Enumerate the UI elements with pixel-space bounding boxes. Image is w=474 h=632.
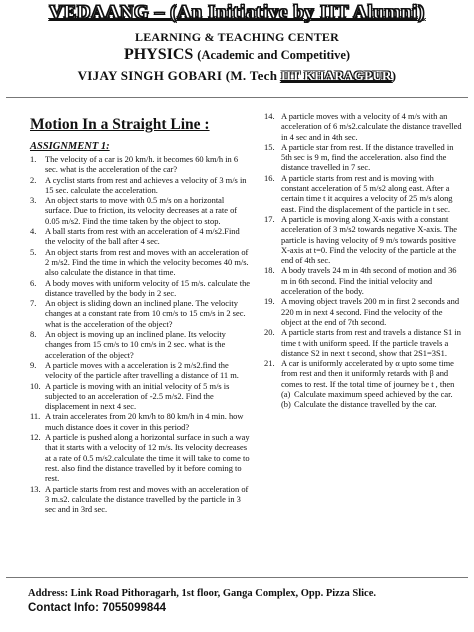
question-item <box>30 226 252 247</box>
question-number: 4. <box>30 226 37 237</box>
assignment-label: ASSIGNMENT 1: <box>30 141 110 152</box>
right-column <box>264 111 462 410</box>
question-text: An object starts to move with 0.5 m/s on a horizontal surface. Due to friction, its velocity decreases at a rate of 0.05 m/s2. Find the time taken by the object to stop. <box>45 195 238 226</box>
subpart-label: (b) <box>281 399 291 410</box>
author-name: VIJAY SINGH GOBARI (M. Tech <box>77 68 281 83</box>
question-item <box>264 111 462 142</box>
question-text: A cyclist starts from rest and achieves a velocity of 3 m/s in 15 sec. calculate the acceleration. <box>45 174 247 195</box>
question-item <box>30 154 252 175</box>
footer-address: Address: Link Road Pithoragarh, 1st floor, Ganga Complex, Opp. Pizza Slice. <box>28 588 376 599</box>
question-number: 13. <box>30 483 41 494</box>
question-subpart <box>264 389 462 399</box>
chapter-title: Motion In a Straight Line : <box>30 116 210 133</box>
question-text: A particle is moving along X-axis with a constant acceleration of 3 m/s2 towards negative X-axis. The particle is having velocity of 9 m/s towards positive X-axis at t=0. Find the velocity of the particle at the end of 4th sec. <box>281 213 458 266</box>
question-number: 1. <box>30 154 37 164</box>
question-number: 6. <box>30 277 37 288</box>
page-header <box>0 0 474 100</box>
question-number: 20. <box>264 327 275 338</box>
question-number: 9. <box>30 359 37 370</box>
question-number: 12. <box>30 432 41 443</box>
question-item <box>30 360 252 381</box>
question-text: A particle is pushed along a horizontal surface in such a way that it starts with a velocity of 12 m/s. Its velocity decreases at a rate of 0.5 m/s2.calculate the time it will take to come to rest. also find the distance travelled by it before coming to rest. <box>45 432 250 484</box>
question-text: A particle moves with a acceleration is 2 m/s2.find the velocity of the particle after travelling a distance of 11 m. <box>45 359 239 381</box>
question-number: 15. <box>264 141 275 152</box>
question-item <box>30 381 252 412</box>
question-item <box>30 298 252 329</box>
question-item <box>264 142 462 173</box>
question-text: An object is sliding down an inclined plane. The velocity changes at a constant rate from 10 cm/s to 15 cm/s in 2 sec. what is the acceleration of the object? <box>45 298 246 329</box>
question-text: A particle starts from rest and travels a distance S1 in time t with uniform speed. If the particle travels a distance S2 in next t second, show that 2S1=3S1. <box>281 327 461 358</box>
question-text: The velocity of a car is 20 km/h. it becomes 60 km/h in 6 sec. what is the acceleration of the car? <box>45 154 239 175</box>
subject-name: PHYSICS <box>123 46 194 63</box>
question-text: A particle star from rest. If the distance travelled in 5th sec is 9 m, find the acceleration. also find the distance travelled in 7 sec. <box>281 141 454 173</box>
header-divider <box>6 97 468 98</box>
question-number: 8. <box>30 329 37 340</box>
question-text: A body moves with uniform velocity of 15 m/s. calculate the distance travelled by the body in 2 sec. <box>45 277 251 298</box>
subpart-text: Calculate the distance travelled by the car. <box>294 399 437 410</box>
question-text: A car is uniformly accelerated by α upto some time from rest and then it uniformly retards with β and comes to rest. If the total time of journey be t , then <box>281 358 455 389</box>
question-item <box>30 247 252 278</box>
question-item <box>30 329 252 360</box>
question-number: 16. <box>264 172 275 183</box>
question-item <box>264 296 462 327</box>
question-21-parts <box>264 389 462 410</box>
subpart-label: (a) <box>281 389 291 400</box>
question-number: 14. <box>264 111 275 121</box>
question-number: 21. <box>264 358 275 369</box>
question-number: 18. <box>264 265 275 276</box>
question-item <box>30 278 252 299</box>
subpart-text: Calculate maximum speed achieved by the car. <box>294 389 453 400</box>
question-text: A train accelerates from 20 km/h to 80 km/h in 4 min. how much distance does it cover in this period? <box>45 411 244 432</box>
question-text: A particle starts from rest and is moving with constant acceleration of 5 m/s2 along east. After a certain time t it acquires a velocity of 25 m/s along east. Find the displacement of the particle in t sec. <box>281 172 453 214</box>
footer-divider <box>6 577 468 578</box>
question-number: 17. <box>264 213 275 224</box>
question-text: A body travels 24 m in 4th second of motion and 36 m in 6th second. Find the initial velocity and acceleration of the body. <box>281 265 457 297</box>
footer-contact: Contact Info: 7055099844 <box>28 602 167 614</box>
question-number: 11. <box>30 411 41 422</box>
question-number: 5. <box>30 246 37 257</box>
question-number: 2. <box>30 174 37 185</box>
question-item <box>30 411 252 432</box>
question-text: A moving object travels 200 m in first 2 seconds and 220 m in next 4 second. Find the velocity of the object at the end of 7th second. <box>281 296 460 327</box>
left-column <box>30 116 252 514</box>
center-name: LEARNING & TEACHING CENTER <box>134 30 339 44</box>
question-item <box>264 358 462 389</box>
question-item <box>264 327 462 358</box>
question-number: 7. <box>30 298 37 309</box>
question-subpart <box>264 399 462 409</box>
question-text: A particle is moving with an initial velocity of 5 m/s is subjected to an acceleration of -2.5 m/s2. Find the displacement in next 4 sec. <box>45 380 230 412</box>
author-line <box>0 68 474 84</box>
question-number: 10. <box>30 380 41 391</box>
question-number: 3. <box>30 195 37 206</box>
question-item <box>30 175 252 196</box>
question-list-right <box>264 111 462 389</box>
question-item <box>264 214 462 265</box>
question-list-left <box>30 154 252 514</box>
subject-line <box>0 46 474 64</box>
question-text: A particle starts from rest and moves with an acceleration of 3 m.s2. calculate the distance travelled by the particle in 3 sec and in 3rd sec. <box>45 483 249 515</box>
author-close: ) <box>391 68 397 83</box>
question-text: A particle moves with a velocity of 4 m/s with an acceleration of 6 m/s2.calculate the distance travelled in 4 sec and in 4th sec. <box>281 111 462 142</box>
question-number: 19. <box>264 296 275 307</box>
question-text: An object starts from rest and moves with an acceleration of 2 m/s2. Find the time in which the velocity becomes 40 m/s. also calculate the distance in that time. <box>45 246 249 278</box>
question-item <box>30 484 252 515</box>
question-item <box>30 432 252 483</box>
question-item <box>30 195 252 226</box>
question-item <box>264 265 462 296</box>
question-item <box>264 173 462 214</box>
question-text: An object is moving up an inclined plane. Its velocity changes from 15 cm/s to 10 cm/s in 2 sec. what is the acceleration of the object? <box>45 329 226 360</box>
question-text: A ball starts from rest with an acceleration of 4 m/s2.Find the velocity of the ball after 4 sec. <box>45 226 240 247</box>
subject-note: (Academic and Competitive) <box>197 48 351 62</box>
author-institute: IIT KHARAGPUR <box>280 68 392 83</box>
institute-title: VEDAANG – (An Initiative by IIT Alumni) <box>49 2 425 23</box>
